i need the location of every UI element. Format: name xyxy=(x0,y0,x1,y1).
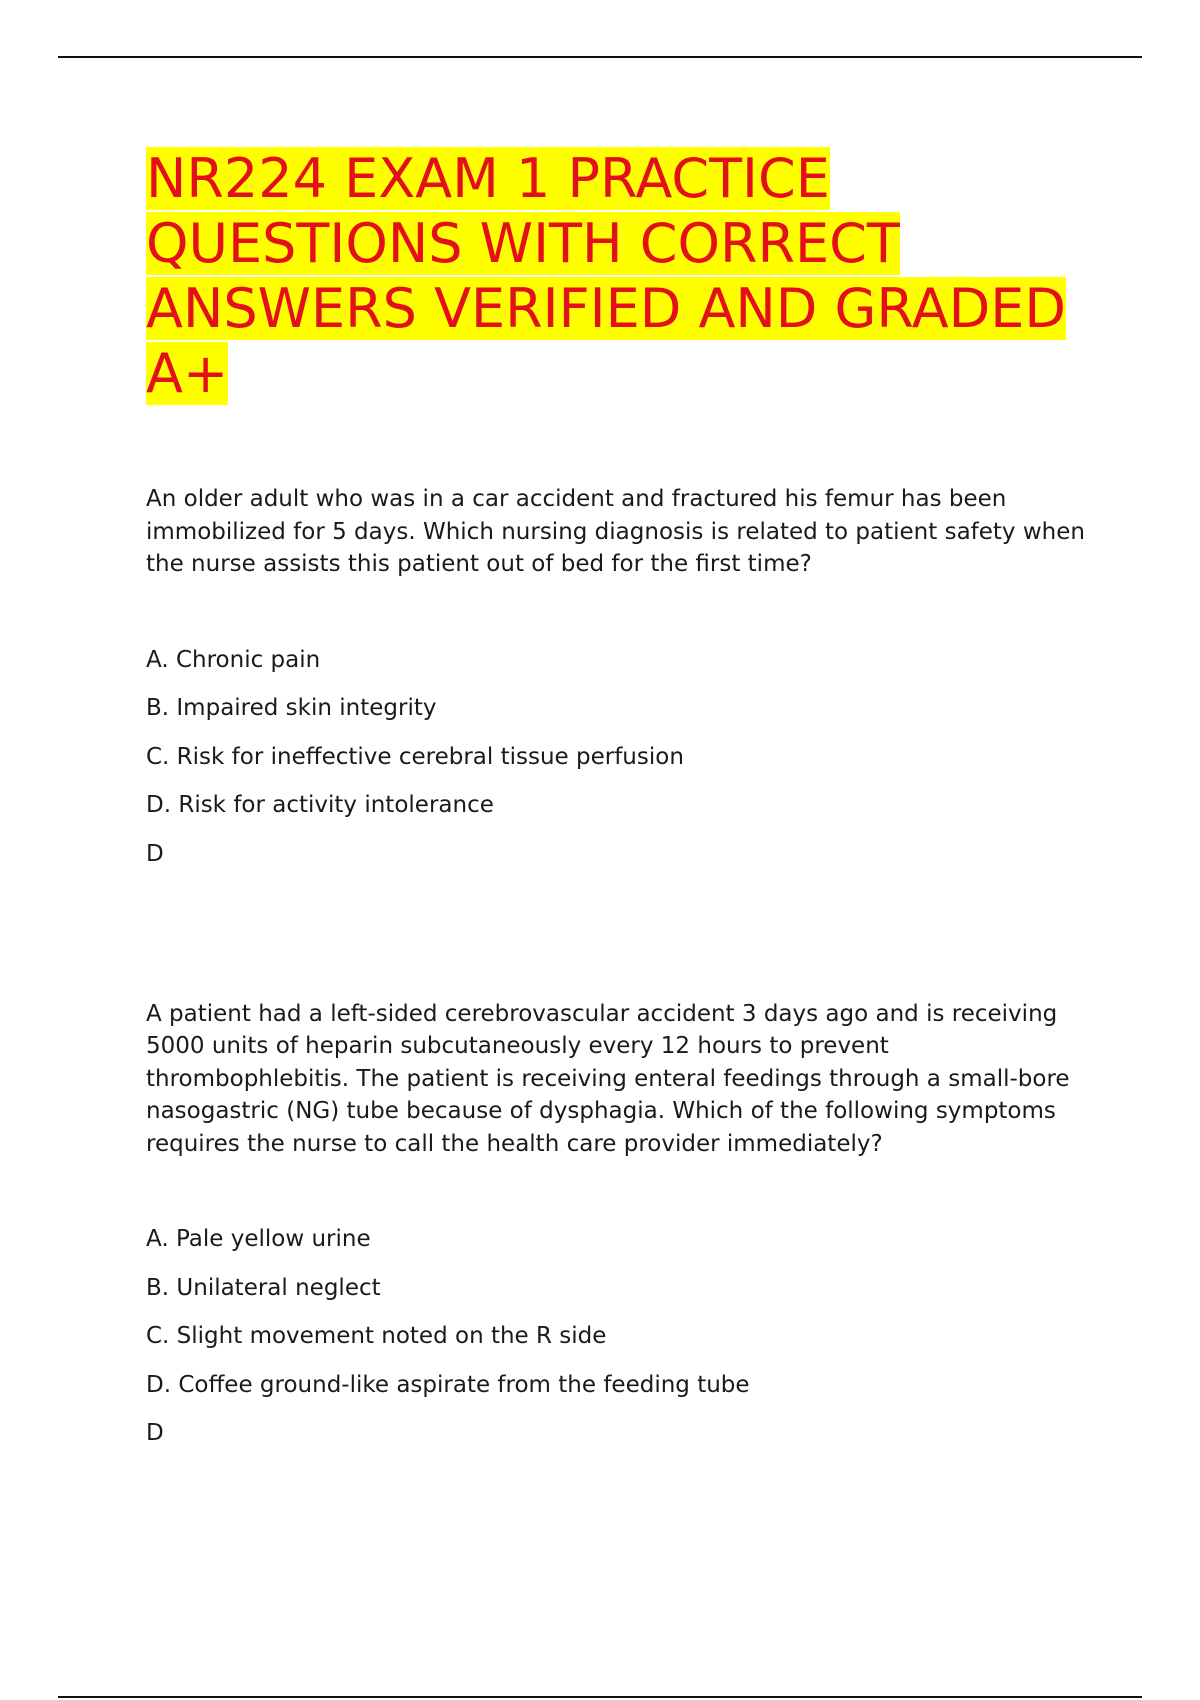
question-text: A patient had a left-sided cerebrovascular accident 3 days ago and is receiving 5000 units of heparin subcutaneously every 12 hours to prevent thrombophlebitis. The patient is receiving enteral feedings through a small-bore nasogastric (NG) tube because of dysphagia. Which of the following symptoms requires the nurse to call the health care provider immediately? xyxy=(146,1000,1070,1157)
option-c: C. Slight movement noted on the R side xyxy=(146,1323,607,1349)
bottom-rule xyxy=(58,1696,1142,1698)
option-a: A. Chronic pain xyxy=(146,646,321,673)
question-1 xyxy=(146,483,1096,870)
question-text: An older adult who was in a car accident and fractured his femur has been immobilized for 5 days. Which nursing diagnosis is related to patient safety when the nurse assists this patient out of bed for the first time? xyxy=(146,486,1085,577)
question-2 xyxy=(146,998,1096,1450)
document-body xyxy=(146,146,1096,1449)
document-title-text: NR224 EXAM 1 PRACTICE QUESTIONS WITH CORRECT ANSWERS VERIFIED AND GRADED A+ xyxy=(146,147,1066,405)
option-d: D. Coffee ground-like aspirate from the feeding tube xyxy=(146,1371,750,1398)
document-title xyxy=(146,146,1096,406)
option-c: C. Risk for ineffective cerebral tissue perfusion xyxy=(146,743,684,770)
answer-options xyxy=(146,644,1096,822)
correct-answer: D xyxy=(146,840,164,867)
top-rule xyxy=(58,56,1142,58)
correct-answer: D xyxy=(146,1420,164,1446)
answer-options xyxy=(146,1223,1096,1401)
option-d: D. Risk for activity intolerance xyxy=(146,792,494,818)
option-b: B. Impaired skin integrity xyxy=(146,695,437,721)
option-b: B. Unilateral neglect xyxy=(146,1274,381,1301)
option-a: A. Pale yellow urine xyxy=(146,1226,371,1252)
